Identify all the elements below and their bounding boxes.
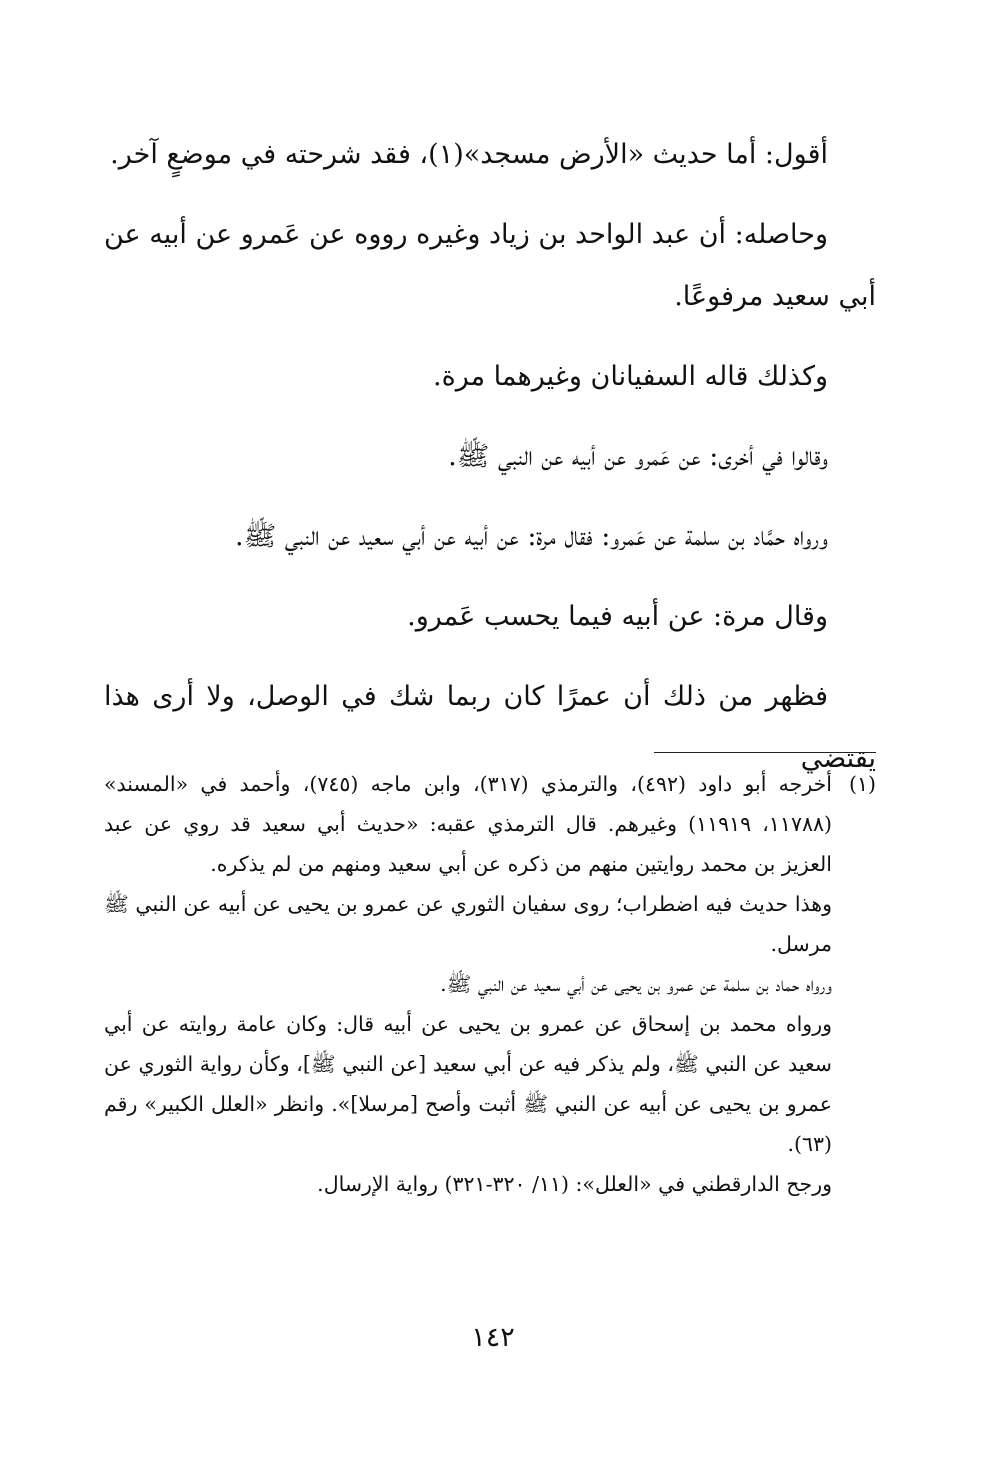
- footnote-1: [104, 764, 876, 1204]
- footnote-divider: [654, 752, 876, 753]
- footnotes: [104, 764, 876, 1204]
- main-paragraph-3: وكذلك قاله السفيانان وغيرهما مرة.: [433, 361, 828, 392]
- main-paragraph-7: فظهر من ذلك أن عمرًا كان ربما شك في الوصل، ولا أرى هذا يقتضي: [104, 681, 876, 774]
- footnote-paragraph-5: ورجح الدارقطني في «العلل»: (١١/ ٣٢٠-٣٢١) رواية الإرسال.: [317, 1172, 832, 1196]
- main-paragraph-6: وقال مرة: عن أبيه فيما يحسب عَمرو.: [407, 601, 828, 632]
- footnote-paragraph-4: ورواه محمد بن إسحاق عن عمرو بن يحيى عن أبيه قال: وكان عامة روايته عن أبي سعيد عن النبي ﷺ، ولم يذكر فيه عن أبي سعيد [عن النبي ﷺ]، وكأن رواية الثوري عن عمرو بن يحيى عن أبيه عن النبي ﷺ أثبت وأصح [مرسلا]». وانظر «العلل الكبير» رقم (٦٣).: [104, 1012, 832, 1156]
- main-paragraph-2: وحاصله: أن عبد الواحد بن زياد وغيره رووه عن عَمرو عن أبيه عن أبي سعيد مرفوعًا.: [104, 219, 876, 312]
- main-paragraph-1: أقول: أما حديث «الأرض مسجد»(١)، فقد شرحته في موضعٍ آخر.: [110, 139, 828, 170]
- footnote-marker: (١): [848, 772, 876, 796]
- footnote-paragraph-2: وهذا حديث فيه اضطراب؛ روى سفيان الثوري عن عمرو بن يحيى عن أبيه عن النبي ﷺ مرسل.: [104, 892, 832, 956]
- footnote-paragraph-1: أخرجه أبو داود (٤٩٢)، والترمذي (٣١٧)، وابن ماجه (٧٤٥)، وأحمد في «المسند» (١١٧٨٨، ١١٩١٩) وغيرهم. قال الترمذي عقبه: «حديث أبي سعيد قد روي عن عبد العزيز بن محمد روايتين منهم من ذكره عن أبي سعيد ومنهم من لم يذكره.: [104, 772, 833, 876]
- main-paragraph-4: وقالوا في أخرى: عن عَمرو عن أبيه عن النبي ﷺ.: [448, 441, 828, 472]
- footnote-paragraph-3: ورواه حماد بن سلمة عن عمرو بن يحيى عن أبي سعيد عن النبي ﷺ.: [440, 972, 832, 996]
- main-text: [104, 124, 876, 790]
- main-paragraph-5: ورواه حمَّاد بن سلمة عن عَمرو: فقال مرة: عن أبيه عن أبي سعيد عن النبي ﷺ.: [234, 521, 828, 552]
- page-number: ١٤٢: [471, 1322, 515, 1353]
- footnote-body: [104, 764, 832, 1204]
